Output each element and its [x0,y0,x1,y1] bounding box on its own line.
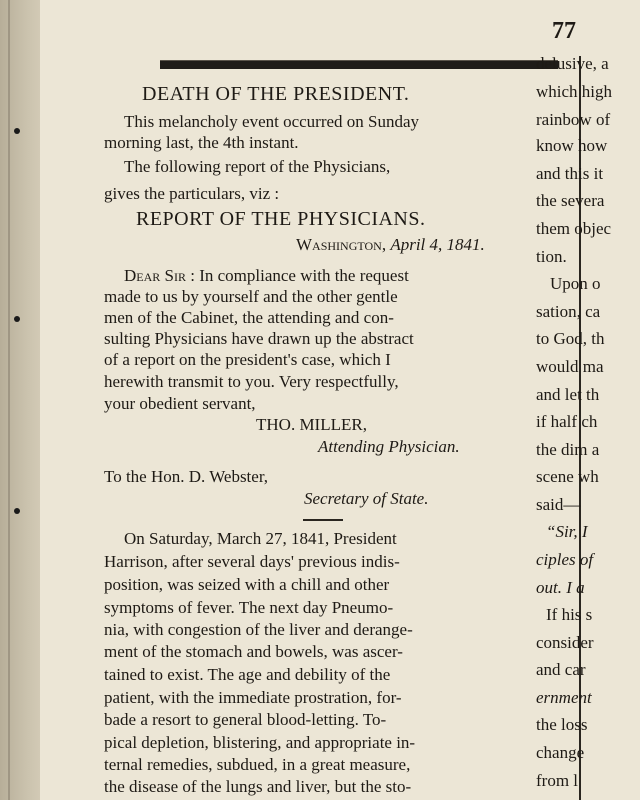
right-column-line: scene wh [536,467,599,486]
letter-line: your obedient servant, [104,394,256,413]
right-column-line: consider [536,633,594,652]
right-column-line: the severa [536,191,605,210]
body-line: Harrison, after several days' previous indis- [104,552,400,571]
binding-shadow [8,0,10,800]
signer-title: Attending Physician. [318,437,460,456]
right-column-line: “Sir, I [546,522,588,541]
letter-line: made to us by yourself and the other gentle [104,287,398,306]
right-column-line: ernment [536,688,592,707]
right-column-line: the loss [536,715,588,734]
right-column-line: to God, th [536,329,605,348]
to-title: Secretary of State. [304,489,429,508]
page-number: 77 [552,18,576,44]
right-column-line: If his s [546,605,593,624]
letter-text: In compliance with the request [199,266,409,285]
dateline-date: April 4, 1841. [390,235,485,254]
right-column-line: change [536,743,585,762]
right-column-line: from l [536,771,579,790]
right-column-line: out. I a [536,578,585,597]
intro-line: This melancholy event occurred on Sunday [124,112,420,131]
letter-first-line [124,266,409,286]
right-column-line: and let th [536,385,600,404]
salutation: Dear Sir : [124,266,195,285]
body-line: symptoms of fever. The next day Pneumo- [104,598,394,617]
newspaper-page [40,0,640,800]
headline: DEATH OF THE PRESIDENT. [142,83,410,105]
right-column-line: which high [536,82,613,101]
right-column-line: said— [536,495,581,514]
body-line: bade a resort to general blood-letting. To- [104,710,387,729]
right-column-line: if half ch [536,412,598,431]
dateline [296,235,485,255]
signer-name: THO. MILLER, [256,415,367,434]
right-column-line: know how [536,136,608,155]
intro-line: morning last, the 4th instant. [104,133,299,152]
binding-hole [14,128,20,134]
dateline-place: Washington, [296,235,387,254]
intro-line: gives the particulars, viz : [104,184,280,203]
right-column-line: ciples of [536,550,594,569]
letter-line: herewith transmit to you. Very respectfully, [104,372,399,391]
header-rule [160,60,558,69]
to-line: To the Hon. D. Webster, [104,467,269,486]
body-line: On Saturday, March 27, 1841, President [124,529,397,548]
right-column-line: and car [536,660,586,679]
body-line: patient, with the immediate prostration, for- [104,688,402,707]
letter-line: of a report on the president's case, which I [104,350,391,369]
body-line: nia, with congestion of the liver and derange- [104,620,413,639]
body-line: ment of the stomach and bowels, was ascer- [104,642,403,661]
letter-line: men of the Cabinet, the attending and con- [104,308,394,327]
right-column-line: tion. [536,247,567,266]
right-column-line: rainbow of [536,110,611,129]
right-column-line: sation, ca [536,302,601,321]
report-title: REPORT OF THE PHYSICIANS. [136,208,426,230]
right-column-line: and this it [536,164,604,183]
letter-line: sulting Physicians have drawn up the abstract [104,329,414,348]
right-column-line: the dim a [536,440,600,459]
binding-hole [14,316,20,322]
right-column-line: them objec [536,219,612,238]
section-divider [303,519,343,521]
body-line: the disease of the lungs and liver, but the sto- [104,777,412,796]
right-column-line: delusive, a [536,54,609,73]
binding-hole [14,508,20,514]
intro-line: The following report of the Physicians, [124,157,391,176]
body-line: pical depletion, blistering, and appropriate in- [104,733,416,752]
right-column-line: would ma [536,357,604,376]
right-column-line: Upon o [550,274,601,293]
body-line: position, was seized with a chill and other [104,575,390,594]
body-line: ternal remedies, subdued, in a great measure, [104,755,411,774]
body-line: tained to exist. The age and debility of the [104,665,391,684]
